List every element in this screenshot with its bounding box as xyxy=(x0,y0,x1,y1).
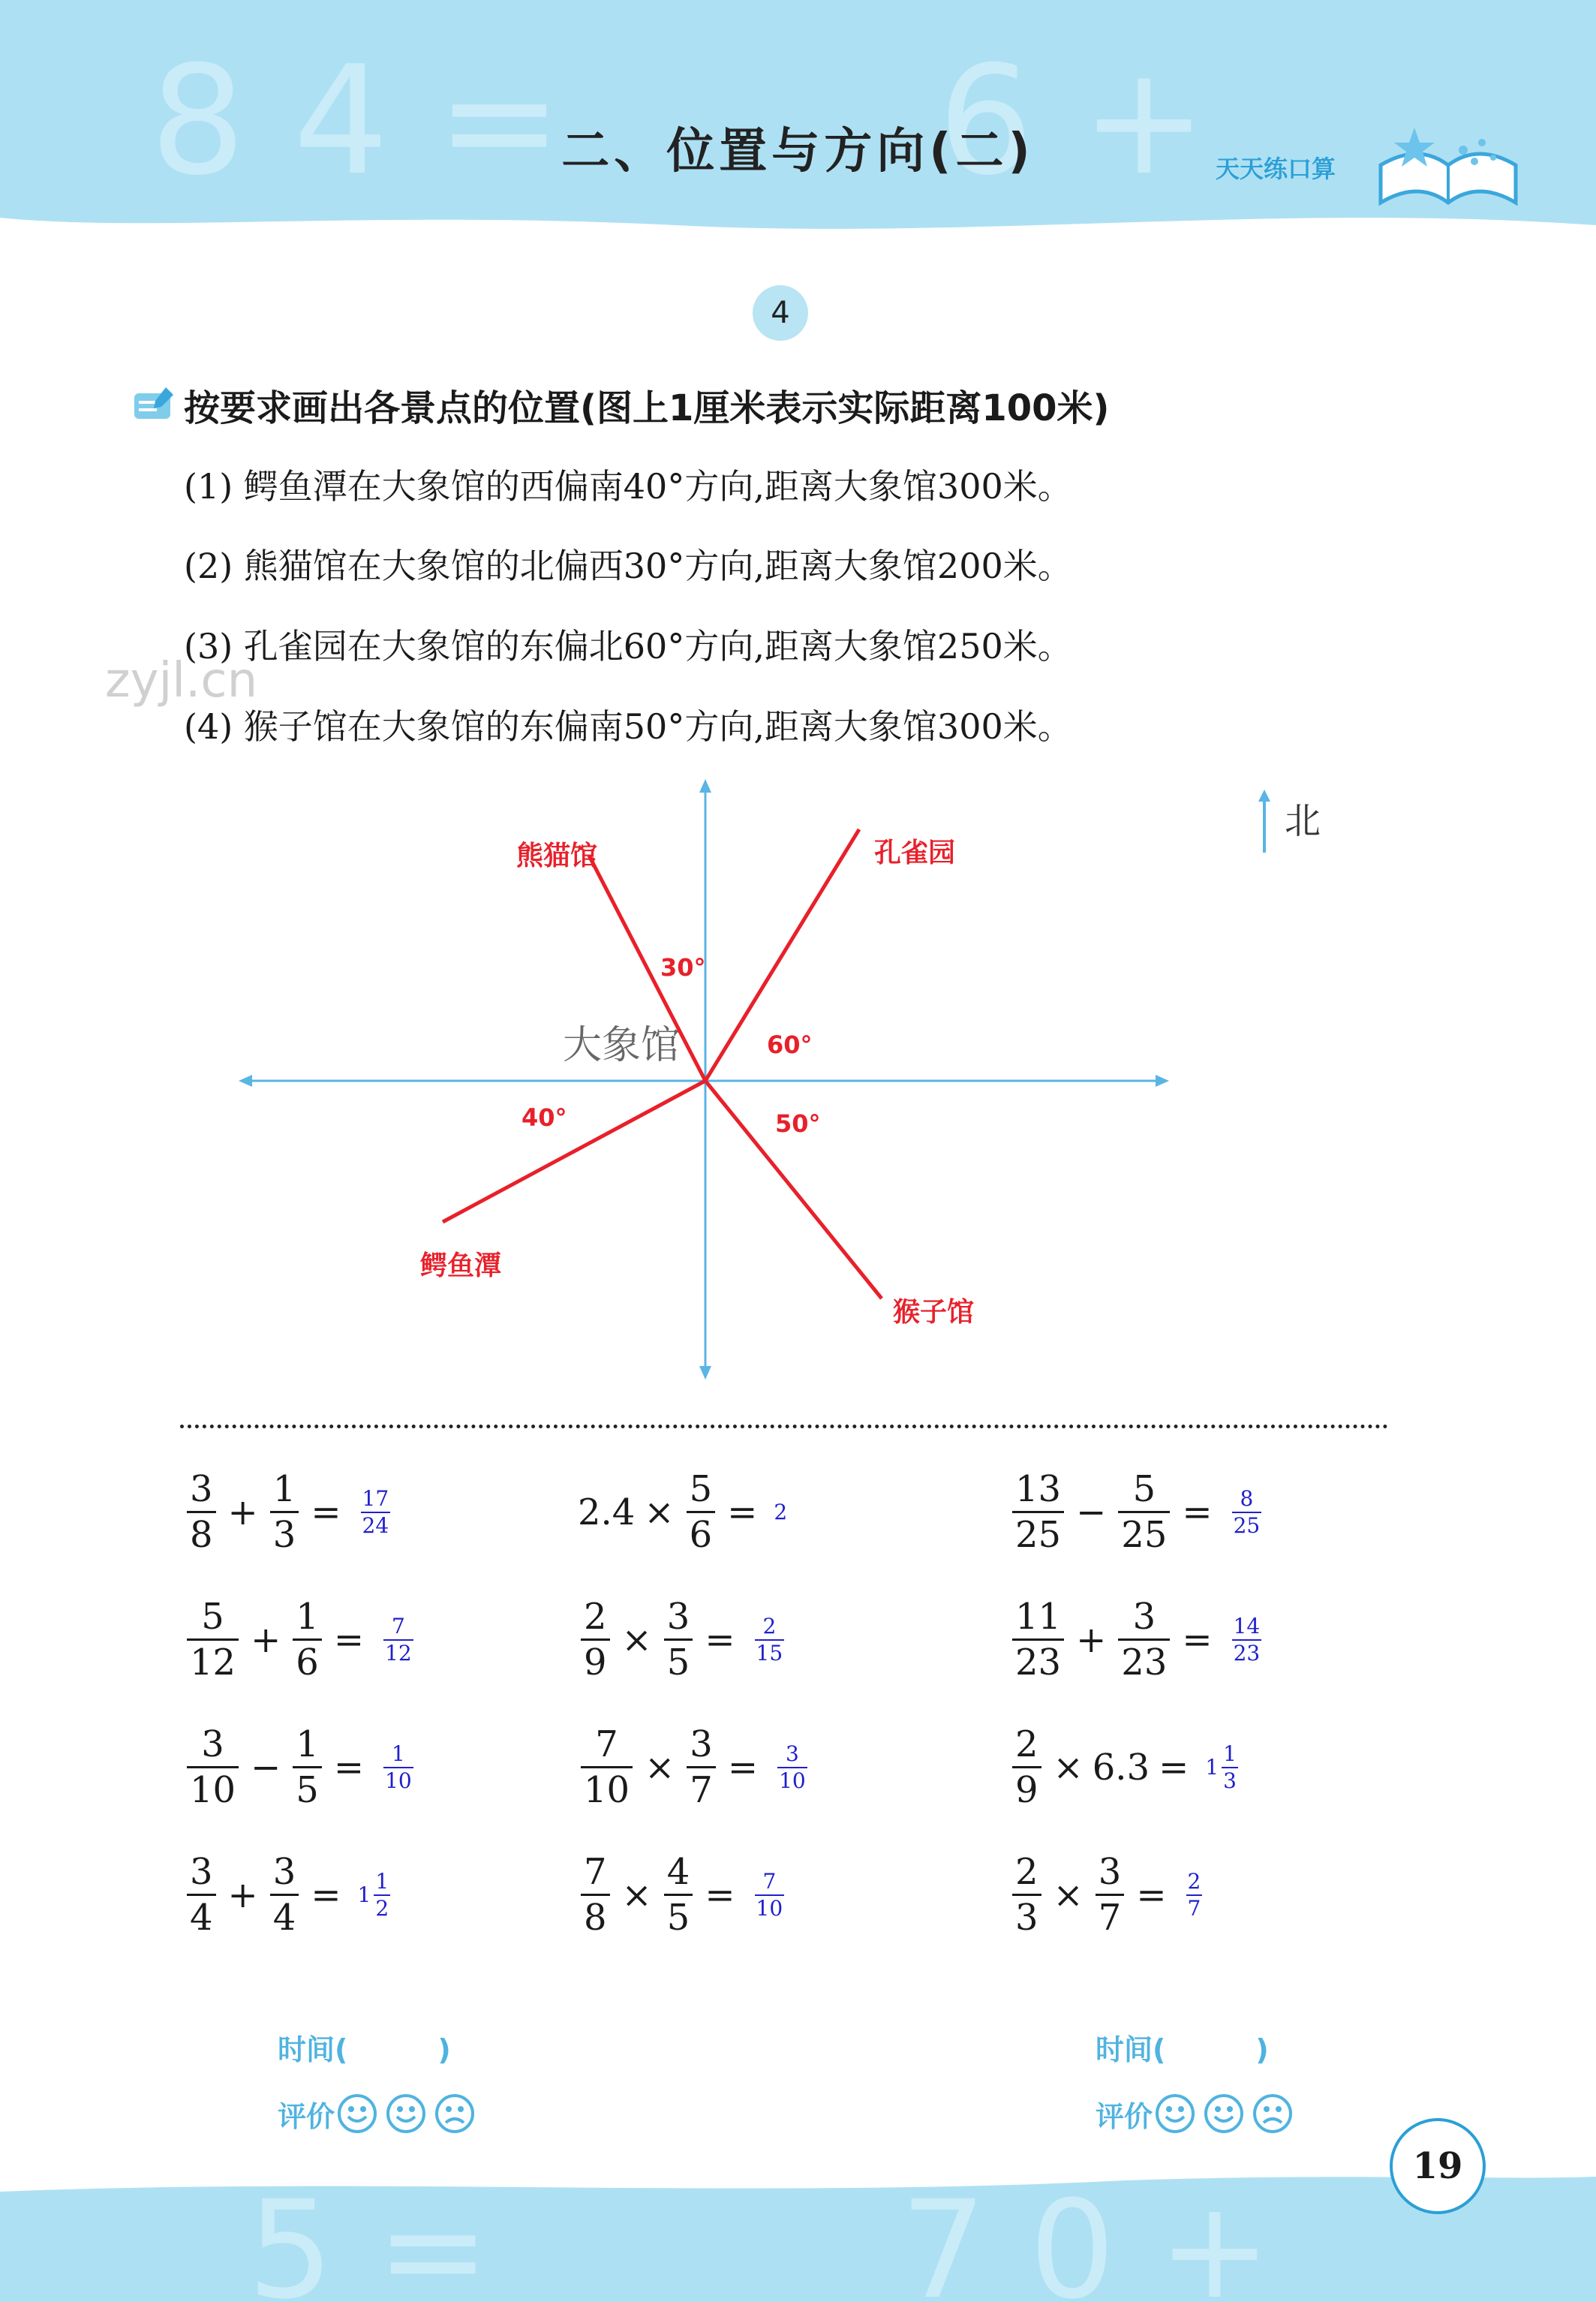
numerator: 1 xyxy=(391,1741,405,1766)
numerator: 3 xyxy=(1098,1851,1122,1893)
numerator: 1 xyxy=(375,1868,389,1894)
denominator: 3 xyxy=(1015,1897,1038,1939)
equals-sign: = xyxy=(705,1618,735,1661)
denominator: 23 xyxy=(1121,1641,1168,1684)
answer xyxy=(380,1741,416,1794)
dotted-separator xyxy=(180,1425,1388,1428)
denominator: 10 xyxy=(584,1769,630,1811)
operator: × xyxy=(645,1746,675,1789)
right-operand-fraction xyxy=(664,1850,693,1939)
answer-value: 2 xyxy=(774,1500,788,1524)
question-item-4: (4) 猴子馆在大象馆的东偏南50°方向,距离大象馆300米。 xyxy=(184,706,1072,747)
down-arrow-icon xyxy=(699,1366,711,1380)
answer xyxy=(752,1614,788,1666)
answer-fraction xyxy=(777,1741,807,1794)
numerator: 2 xyxy=(584,1596,607,1638)
numerator: 1 xyxy=(272,1468,296,1510)
operator: × xyxy=(1053,1746,1084,1789)
denominator: 7 xyxy=(1187,1895,1201,1921)
numerator: 3 xyxy=(272,1851,296,1893)
face-icons xyxy=(335,2093,485,2135)
numerator: 3 xyxy=(666,1596,690,1638)
denominator: 12 xyxy=(190,1641,236,1684)
series-label: 天天练口算 xyxy=(1216,155,1336,183)
eval-left: 评价 xyxy=(278,2093,485,2135)
right-operand-fraction xyxy=(664,1595,693,1684)
equation-row xyxy=(1009,1467,1264,1557)
numerator: 14 xyxy=(1233,1613,1261,1638)
equals-sign: = xyxy=(333,1746,365,1789)
numerator: 7 xyxy=(595,1723,618,1765)
equation-row xyxy=(578,1467,787,1557)
smile-icon xyxy=(1157,2096,1193,2132)
denominator: 10 xyxy=(779,1768,806,1793)
numerator: 3 xyxy=(190,1851,213,1893)
answer xyxy=(380,1614,416,1666)
left-operand-fraction xyxy=(1012,1723,1041,1812)
denominator: 25 xyxy=(1233,1512,1261,1538)
crocodile-line xyxy=(443,1081,705,1222)
left-operand-value: 2.4 xyxy=(578,1491,636,1533)
question-item-2: (2) 熊猫馆在大象馆的北偏西30°方向,距离大象馆200米。 xyxy=(184,546,1072,586)
answer-fraction xyxy=(374,1869,390,1921)
denominator: 3 xyxy=(1223,1768,1237,1793)
right-operand-value: 6.3 xyxy=(1092,1746,1150,1789)
angle-label-peacock: 60° xyxy=(767,1031,813,1059)
left-operand-fraction xyxy=(581,1723,633,1812)
equation-row xyxy=(578,1723,810,1812)
denominator: 7 xyxy=(690,1769,713,1811)
operator: + xyxy=(227,1491,258,1533)
answer-fraction xyxy=(383,1741,413,1794)
denominator: 8 xyxy=(584,1897,607,1939)
page-number: 19 xyxy=(1390,2118,1486,2214)
equation-row xyxy=(184,1850,393,1939)
answer-whole: 1 xyxy=(1205,1755,1219,1780)
equation-row xyxy=(578,1595,787,1684)
answer xyxy=(774,1741,810,1794)
answer xyxy=(752,1869,788,1921)
smile-icon xyxy=(1206,2096,1242,2132)
watermark: zyjl.cn xyxy=(105,653,258,709)
right-operand-fraction xyxy=(687,1723,716,1812)
operator: + xyxy=(1076,1618,1107,1661)
answer-fraction xyxy=(755,1869,785,1921)
answer xyxy=(1205,1741,1241,1794)
answer xyxy=(358,1869,394,1921)
answer xyxy=(1183,1869,1206,1921)
right-operand-fraction xyxy=(687,1467,716,1557)
operator: × xyxy=(621,1873,652,1916)
answer-fraction xyxy=(1222,1741,1238,1794)
numerator: 7 xyxy=(584,1851,607,1893)
denominator: 6 xyxy=(296,1641,319,1684)
operator: × xyxy=(621,1618,652,1661)
operator: − xyxy=(251,1746,281,1789)
numerator: 11 xyxy=(1015,1596,1062,1638)
place-label-peacock: 孔雀园 xyxy=(874,838,956,868)
north-label: 北 xyxy=(1285,800,1321,842)
denominator: 12 xyxy=(385,1640,412,1666)
time-label-right: 时间( ) xyxy=(1096,2033,1269,2066)
eval-right: 评价 xyxy=(1096,2093,1303,2135)
denominator: 24 xyxy=(362,1512,389,1538)
numerator: 3 xyxy=(190,1468,213,1510)
operator: × xyxy=(644,1491,675,1533)
equation-row xyxy=(578,1850,787,1939)
denominator: 23 xyxy=(1233,1640,1261,1666)
numerator: 17 xyxy=(362,1485,389,1511)
answer-fraction xyxy=(1232,1614,1262,1666)
right-operand-fraction xyxy=(1096,1850,1125,1939)
left-operand-fraction xyxy=(187,1595,239,1684)
place-label-panda: 熊猫馆 xyxy=(516,841,598,871)
equation-row xyxy=(1009,1850,1205,1939)
page-title: 二、位置与方向(二) xyxy=(561,124,1035,179)
equals-sign: = xyxy=(727,1746,759,1789)
denominator: 5 xyxy=(666,1641,690,1684)
svg-text:5 =: 5 = xyxy=(248,2172,490,2302)
numerator: 5 xyxy=(689,1468,713,1510)
answer-fraction xyxy=(1232,1486,1262,1539)
denominator: 4 xyxy=(272,1897,296,1939)
numerator: 3 xyxy=(1132,1596,1156,1638)
numerator: 3 xyxy=(201,1723,224,1765)
frown-icon xyxy=(1255,2096,1291,2132)
angle-label-panda: 30° xyxy=(660,953,706,982)
operator: × xyxy=(1053,1873,1084,1916)
place-label-monkey: 猴子馆 xyxy=(893,1297,975,1328)
numerator: 4 xyxy=(666,1851,690,1893)
denominator: 23 xyxy=(1015,1641,1062,1684)
numerator: 1 xyxy=(296,1596,319,1638)
equals-sign: = xyxy=(1136,1873,1167,1916)
answer-fraction xyxy=(383,1614,413,1666)
denominator: 10 xyxy=(756,1895,783,1921)
numerator: 8 xyxy=(1240,1485,1254,1511)
left-operand-fraction xyxy=(1012,1595,1064,1684)
denominator: 15 xyxy=(756,1640,783,1666)
denominator: 25 xyxy=(1121,1514,1168,1556)
denominator: 8 xyxy=(190,1514,213,1556)
answer-fraction xyxy=(361,1486,391,1539)
left-operand-fraction xyxy=(581,1850,610,1939)
svg-text:8 4 =: 8 4 = xyxy=(150,34,563,209)
equals-sign: = xyxy=(727,1491,758,1533)
smile-icon xyxy=(388,2096,424,2132)
equals-sign: = xyxy=(333,1618,365,1661)
right-operand-fraction xyxy=(293,1595,322,1684)
denominator: 5 xyxy=(296,1769,319,1811)
left-operand-fraction xyxy=(1012,1467,1064,1557)
book-icon xyxy=(1373,120,1523,218)
direction-diagram xyxy=(0,773,1596,1396)
smile-icon xyxy=(339,2096,375,2132)
denominator: 5 xyxy=(666,1897,690,1939)
equation-row xyxy=(1009,1595,1264,1684)
answer-whole: 1 xyxy=(357,1882,371,1907)
question-item-1: (1) 鳄鱼潭在大象馆的西偏南40°方向,距离大象馆300米。 xyxy=(184,466,1072,507)
right-operand-fraction xyxy=(1118,1595,1170,1684)
right-operand-fraction xyxy=(270,1467,299,1557)
footer-band xyxy=(0,2162,1596,2302)
svg-text:6 +: 6 + xyxy=(938,34,1207,209)
operator: + xyxy=(251,1618,281,1661)
right-operand-fraction xyxy=(1118,1467,1170,1557)
svg-text:7 0 +: 7 0 + xyxy=(900,2172,1272,2302)
denominator: 6 xyxy=(689,1514,713,1556)
denominator: 2 xyxy=(375,1895,389,1921)
equals-sign: = xyxy=(311,1491,341,1533)
numerator: 1 xyxy=(296,1723,319,1765)
numerator: 7 xyxy=(762,1868,777,1894)
denominator: 9 xyxy=(1015,1769,1038,1811)
left-operand-fraction xyxy=(187,1850,216,1939)
numerator: 2 xyxy=(1015,1723,1038,1765)
numerator: 2 xyxy=(762,1613,777,1638)
west-arrow-icon xyxy=(239,1075,252,1087)
right-operand-fraction xyxy=(270,1850,299,1939)
center-label: 大象馆 xyxy=(563,1023,681,1068)
denominator: 9 xyxy=(584,1641,607,1684)
denominator: 10 xyxy=(190,1769,236,1811)
frown-icon xyxy=(437,2096,473,2132)
up-arrow-icon xyxy=(699,779,711,793)
angle-label-crocodile: 40° xyxy=(521,1103,567,1132)
denominator: 25 xyxy=(1015,1514,1062,1556)
numerator: 7 xyxy=(391,1613,405,1638)
numerator: 3 xyxy=(785,1741,799,1766)
instruction: 按要求画出各景点的位置(图上1厘米表示实际距离100米) xyxy=(184,387,1110,429)
equation-row xyxy=(184,1723,416,1812)
question-item-3: (3) 孔雀园在大象馆的东偏北60°方向,距离大象馆250米。 xyxy=(184,626,1072,667)
denominator: 10 xyxy=(385,1768,412,1793)
equation-row xyxy=(184,1467,393,1557)
right-operand-fraction xyxy=(293,1723,322,1812)
numerator: 5 xyxy=(1132,1468,1156,1510)
pencil-icon xyxy=(131,383,176,425)
operator: + xyxy=(227,1873,258,1916)
denominator: 7 xyxy=(1098,1897,1122,1939)
answer-fraction xyxy=(755,1614,785,1666)
numerator: 2 xyxy=(1015,1851,1038,1893)
equals-sign: = xyxy=(1182,1491,1213,1533)
angle-label-monkey: 50° xyxy=(775,1109,821,1138)
left-operand-fraction xyxy=(581,1595,610,1684)
answer xyxy=(1229,1486,1265,1539)
numerator: 3 xyxy=(690,1723,713,1765)
equals-sign: = xyxy=(1159,1746,1189,1789)
answer xyxy=(774,1500,787,1524)
denominator: 4 xyxy=(190,1897,213,1939)
equals-sign: = xyxy=(1182,1618,1213,1661)
numerator: 1 xyxy=(1223,1741,1237,1766)
place-label-crocodile: 鳄鱼潭 xyxy=(420,1250,502,1281)
answer xyxy=(1229,1614,1265,1666)
answer-fraction xyxy=(1186,1869,1203,1921)
equals-sign: = xyxy=(705,1873,735,1916)
left-operand-fraction xyxy=(1012,1850,1041,1939)
section-number: 4 xyxy=(753,285,808,341)
denominator: 3 xyxy=(272,1514,296,1556)
answer xyxy=(358,1486,394,1539)
numerator: 13 xyxy=(1015,1468,1062,1510)
equals-sign: = xyxy=(311,1873,341,1916)
operator: − xyxy=(1076,1491,1107,1533)
left-operand-fraction xyxy=(187,1723,239,1812)
equation-row xyxy=(184,1595,416,1684)
face-icons xyxy=(1153,2093,1303,2135)
equation-row xyxy=(1009,1723,1241,1812)
east-arrow-icon xyxy=(1156,1075,1169,1087)
left-operand-fraction xyxy=(187,1467,216,1557)
numerator: 5 xyxy=(201,1596,224,1638)
numerator: 2 xyxy=(1187,1868,1201,1894)
time-label-left: 时间( ) xyxy=(278,2033,451,2066)
